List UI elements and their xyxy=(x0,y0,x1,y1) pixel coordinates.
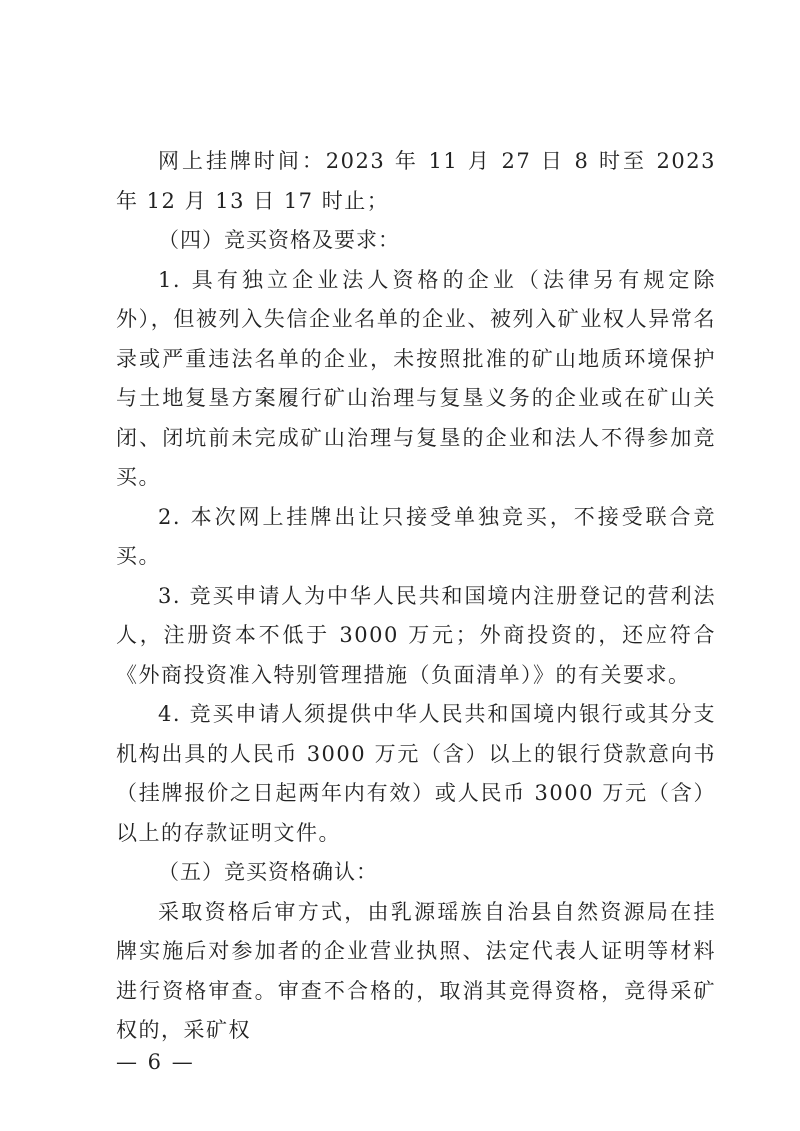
paragraph-qualification-review: 采取资格后审方式，由乳源瑶族自治县自然资源局在挂牌实施后对参加者的企业营业执照、法定代表人证明等材料进行资格审查。审查不合格的，取消其竞得资格，竞得采矿权的，采矿权 xyxy=(116,899,716,1042)
paragraph-requirement-3: 3. 竞买申请人为中华人民共和国境内注册登记的营利法人，注册资本不低于 3000 万元；外商投资的，还应符合《外商投资准入特别管理措施（负面清单）》的有关要求。 xyxy=(116,583,716,687)
section-heading-qualification-confirmation: （五）竞买资格确认： xyxy=(158,860,378,884)
document-body xyxy=(116,142,716,1051)
paragraph-requirement-2: 2. 本次网上挂牌出让只接受单独竞买，不接受联合竞买。 xyxy=(116,504,716,568)
section-heading-bidding-qualifications: （四）竞买资格及要求： xyxy=(158,228,400,252)
paragraph-requirement-4: 4. 竞买申请人须提供中华人民共和国境内银行或其分支机构出具的人民币 3000 万元（含）以上的银行贷款意向书（挂牌报价之日起两年内有效）或人民币 3000 万元（含）以上的存款证明文件。 xyxy=(116,702,716,845)
page-number: — 6 — xyxy=(116,1050,195,1074)
paragraph-listing-time: 网上挂牌时间：2023 年 11 月 27 日 8 时至 2023 年 12 月 13 日 17 时止； xyxy=(116,149,716,213)
paragraph-requirement-1: 1. 具有独立企业法人资格的企业（法律另有规定除外），但被列入失信企业名单的企业、被列入矿业权人异常名录或严重违法名单的企业，未按照批准的矿山地质环境保护与土地复垦方案履行矿山治理与复垦义务的企业或在矿山关闭、闭坑前未完成矿山治理与复垦的企业和法人不得参加竞买。 xyxy=(116,267,716,489)
